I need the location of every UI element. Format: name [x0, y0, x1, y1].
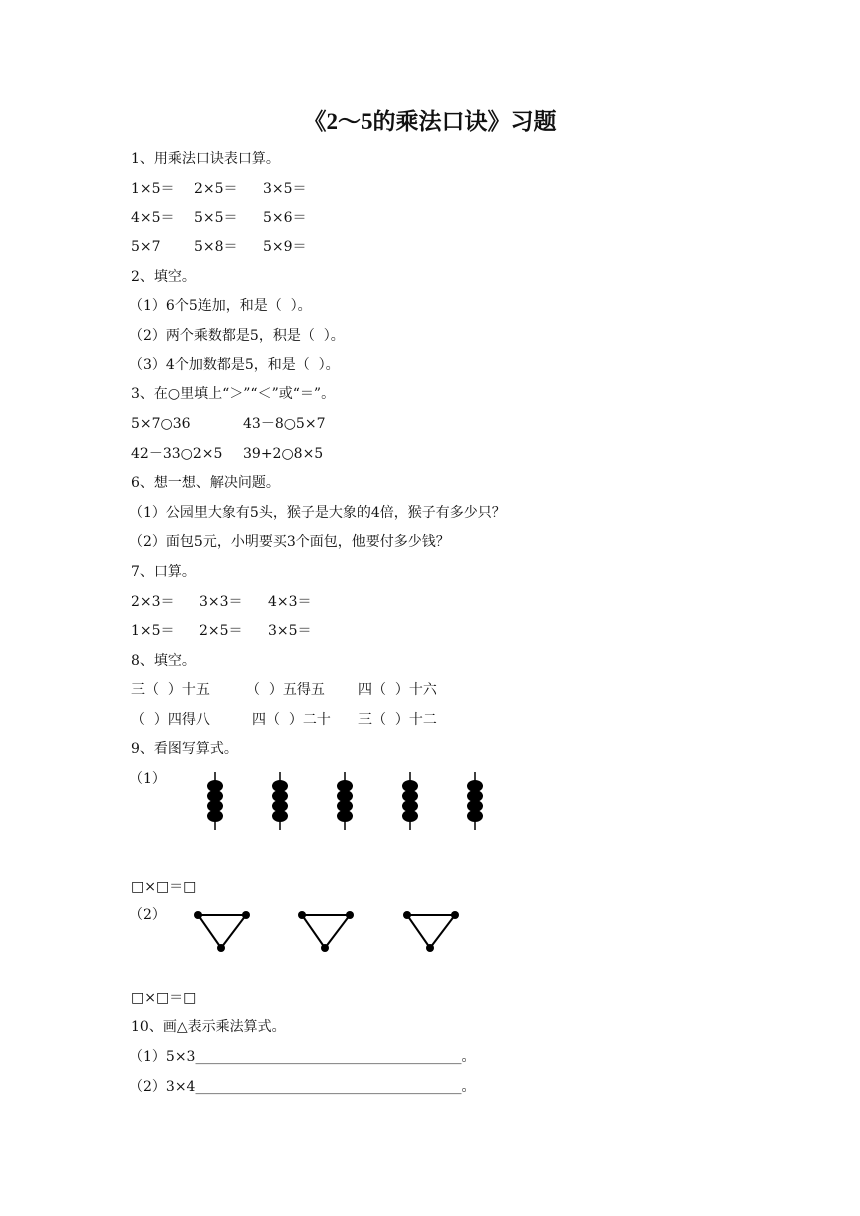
q10-item: （1）5×3______________________________________。 [129, 1049, 476, 1065]
q1-cell: 5×8＝ [194, 239, 238, 255]
q2-item: （2）两个乘数都是5，积是（ ）。 [129, 328, 345, 344]
q6-item: （1）公园里大象有5头，猴子是大象的4倍，猴子有多少只？ [129, 505, 506, 521]
q2-item: （3）4个加数都是5，和是（ ）。 [129, 357, 340, 373]
q1-cell: 5×9＝ [263, 239, 307, 255]
q1-heading: 1、用乘法口诀表口算。 [131, 151, 280, 167]
q9-part2-formula: □×□＝□ [131, 990, 197, 1006]
q10-heading: 10、画△表示乘法算式。 [131, 1019, 286, 1035]
q7-cell: 3×5＝ [268, 623, 312, 639]
q8-cell: （ ）五得五 [246, 682, 325, 698]
q8-cell: 四（ ）二十 [252, 712, 331, 728]
q9-heading: 9、看图写算式。 [131, 741, 238, 757]
page-title: 《2～5的乘法口诀》习题 [303, 109, 557, 134]
q9-part1-label: （1） [129, 771, 166, 787]
triangle-vertex-dot [426, 944, 434, 952]
q3-cell: 43－8○5×7 [243, 416, 326, 432]
q8-cell: 三（ ）十二 [358, 712, 437, 728]
q8-cell: （ ）四得八 [131, 712, 210, 728]
q1-cell: 1×5＝ [131, 181, 175, 197]
triangle-vertex-dot [403, 911, 411, 919]
q7-cell: 3×3＝ [199, 594, 243, 610]
q9-part1-formula: □×□＝□ [131, 879, 197, 895]
triangle-shape [198, 915, 246, 948]
q6-item: （2）面包5元，小明要买3个面包，他要付多少钱？ [129, 534, 450, 550]
triangle-vertex-dot [346, 911, 354, 919]
triangle-vertex-dot [451, 911, 459, 919]
q1-cell: 3×5＝ [263, 181, 307, 197]
q8-heading: 8、填空。 [131, 653, 196, 669]
q7-cell: 2×5＝ [199, 623, 243, 639]
triangle-shape [407, 915, 455, 948]
triangle-vertex-dot [298, 911, 306, 919]
triangle-vertex-dot [217, 944, 225, 952]
q3-cell: 5×7○36 [131, 416, 191, 432]
q1-cell: 4×5＝ [131, 210, 175, 226]
q1-cell: 5×6＝ [263, 210, 307, 226]
triangle-vertex-dot [194, 911, 202, 919]
q3-cell: 39+2○8×5 [243, 446, 324, 462]
q8-cell: 四（ ）十六 [358, 682, 437, 698]
q3-heading: 3、在○里填上“＞”“＜”或“＝”。 [131, 386, 336, 402]
triangle-vertex-dot [242, 911, 250, 919]
q7-cell: 1×5＝ [131, 623, 175, 639]
q1-cell: 2×5＝ [194, 181, 238, 197]
q7-heading: 7、口算。 [131, 564, 196, 580]
q1-cell: 5×5＝ [194, 210, 238, 226]
q10-item: （2）3×4______________________________________。 [129, 1079, 476, 1095]
q6-heading: 6、想一想、解决问题。 [131, 475, 280, 491]
q8-cell: 三（ ）十五 [131, 682, 210, 698]
q1-cell: 5×7 [131, 239, 161, 255]
q9-part2-label: （2） [129, 907, 166, 923]
triangle-shape [302, 915, 350, 948]
q2-item: （1）6个5连加，和是（ ）。 [129, 298, 312, 314]
q3-cell: 42－33○2×5 [131, 446, 223, 462]
triangle-vertex-dot [321, 944, 329, 952]
q7-cell: 2×3＝ [131, 594, 175, 610]
q2-heading: 2、填空。 [131, 269, 196, 285]
q7-cell: 4×3＝ [268, 594, 312, 610]
